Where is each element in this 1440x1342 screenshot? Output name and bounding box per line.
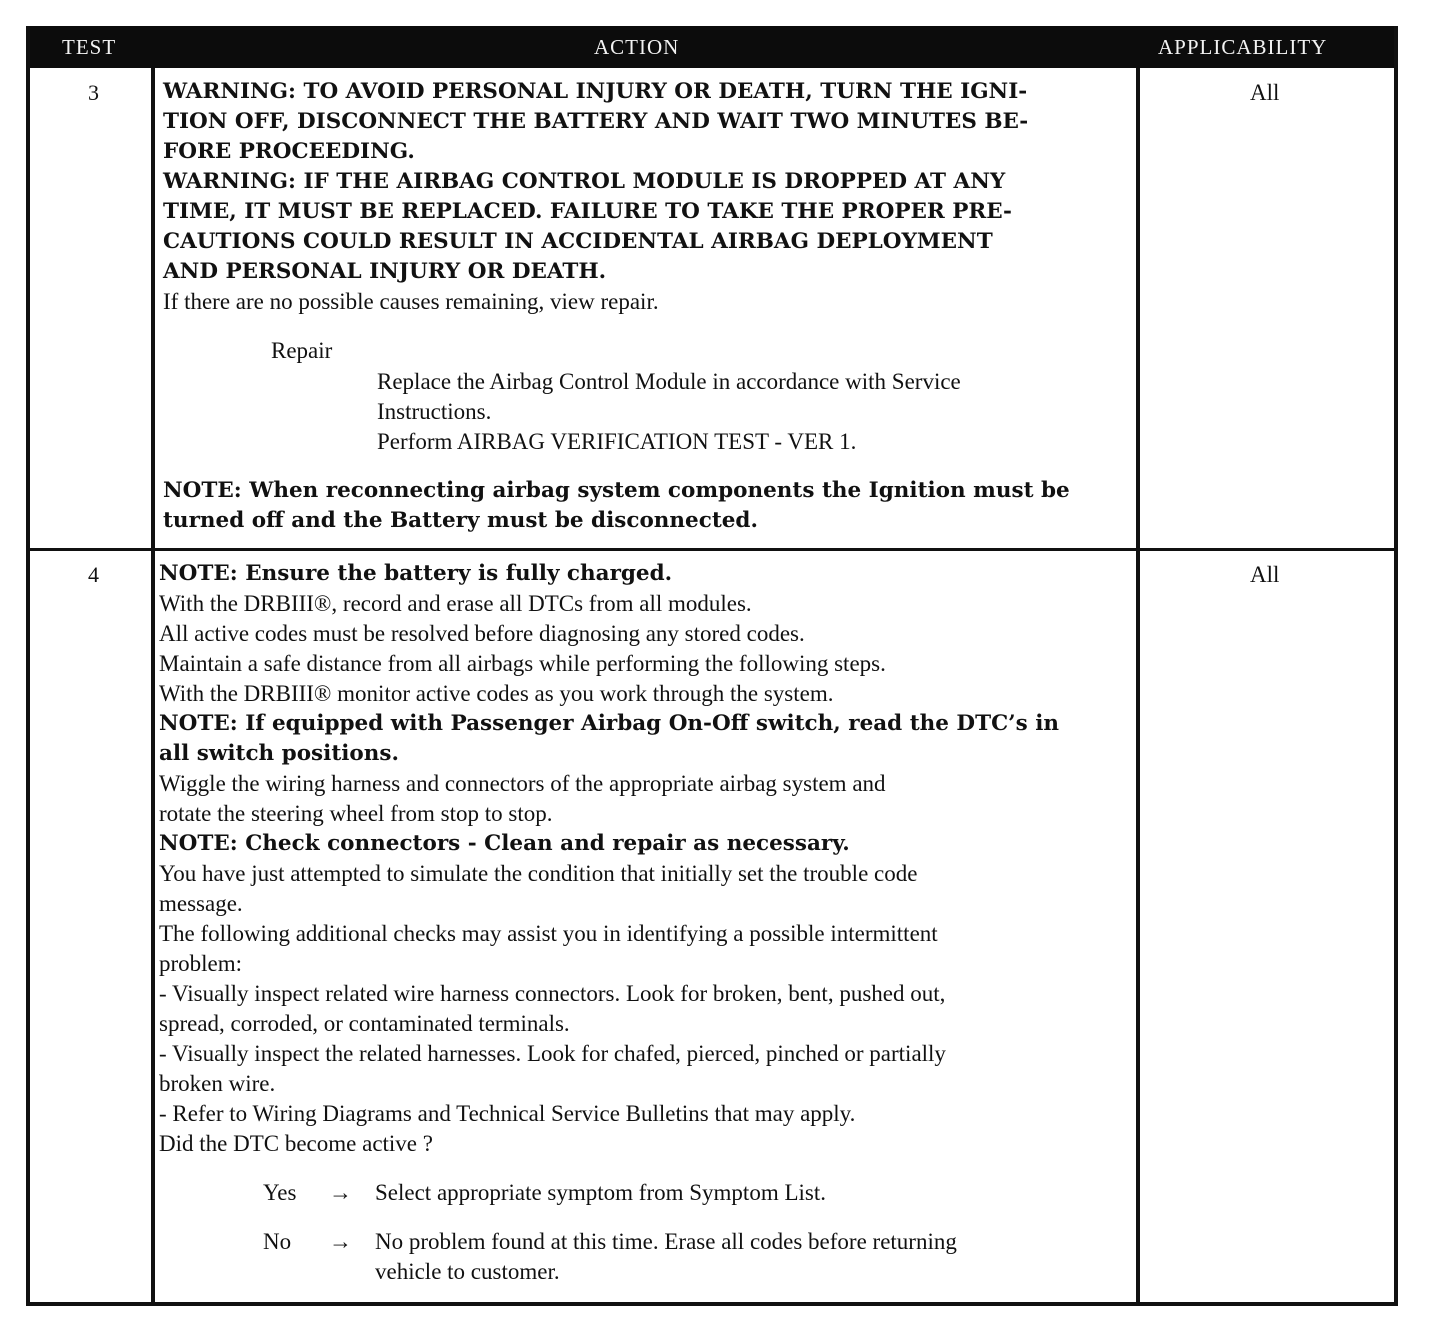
result-no-line: vehicle to customer. [375, 1259, 560, 1284]
row3-warning-1-line: TION OFF, DISCONNECT THE BATTERY AND WAIT TWO MINUTES BE- [163, 109, 1029, 134]
row3-repair-line: Instructions. [377, 399, 492, 424]
result-no-label: No [263, 1229, 292, 1254]
row4-test-number: 4 [88, 562, 99, 587]
row4-bullet-line: broken wire. [159, 1071, 276, 1096]
row4-note-switch [159, 709, 1131, 769]
header-applicability: APPLICABILITY [1158, 35, 1328, 59]
row4-note-switch-line: all switch positions. [159, 741, 399, 766]
row3-repair-line: Replace the Airbag Control Module in accordance with Service [377, 369, 961, 394]
diagnostic-table [26, 26, 1398, 1306]
row3-warning-1 [163, 77, 1133, 167]
row4-note-connectors: NOTE: Check connectors - Clean and repair as necessary. [159, 831, 850, 856]
right-arrow-icon: → [329, 1229, 352, 1254]
row3-applicability: All [1250, 80, 1280, 105]
row3-warning-2-line: TIME, IT MUST BE REPLACED. FAILURE TO TAKE THE PROPER PRE- [163, 199, 1012, 224]
row4-question: Did the DTC become active ? [159, 1131, 433, 1156]
row4-simulate [159, 859, 1131, 919]
row3-warning-2-line: AND PERSONAL INJURY OR DEATH. [163, 259, 607, 284]
row4-line: With the DRBIII®, record and erase all DTCs from all modules. [159, 591, 752, 616]
row4-wiggle-line: Wiggle the wiring harness and connectors of the appropriate airbag system and [159, 771, 886, 796]
row3-repair-steps [163, 367, 1133, 457]
row3-note-line: NOTE: When reconnecting airbag system components the Ignition must be [163, 478, 1070, 503]
result-yes-text: Select appropriate symptom from Symptom List. [375, 1180, 826, 1205]
row4-applicability: All [1250, 562, 1280, 587]
row3-note-line: turned off and the Battery must be disconnected. [163, 508, 758, 533]
row3-warning-1-line: WARNING: TO AVOID PERSONAL INJURY OR DEATH, TURN THE IGNI- [163, 79, 1028, 104]
row4-checks-line: The following additional checks may assist you in identifying a possible intermittent [159, 921, 938, 946]
result-no-text [375, 1227, 1129, 1287]
table-header [26, 26, 1398, 68]
column-divider-test [151, 68, 155, 1306]
row4-wiggle [159, 769, 1131, 829]
table-border-left [26, 26, 30, 1306]
row4-bullet-connectors [159, 979, 1131, 1039]
row4-line: With the DRBIII® monitor active codes as you work through the system. [159, 681, 834, 706]
row4-simulate-line: You have just attempted to simulate the condition that initially set the trouble code [159, 861, 918, 886]
row4-line: Maintain a safe distance from all airbags while performing the following steps. [159, 651, 886, 676]
row3-action [163, 77, 1133, 536]
row4-result-no [159, 1227, 1131, 1287]
result-yes-label: Yes [263, 1180, 297, 1205]
row3-warning-2 [163, 167, 1133, 287]
row4-action [159, 559, 1131, 1287]
column-divider-applicability [1136, 68, 1140, 1306]
row3-test-number: 3 [88, 80, 99, 105]
right-arrow-icon: → [329, 1180, 352, 1205]
row3-repair-label: Repair [271, 338, 333, 363]
table-border-right [1394, 26, 1398, 1306]
table-border-bottom [26, 1302, 1398, 1306]
header-action: ACTION [594, 35, 680, 59]
row4-note-battery: NOTE: Ensure the battery is fully charged. [159, 561, 673, 586]
row3-note [163, 476, 1133, 536]
header-test: TEST [62, 35, 117, 59]
row4-bullet-line: - Visually inspect related wire harness connectors. Look for broken, bent, pushed out, [159, 981, 946, 1006]
row4-line: All active codes must be resolved before diagnosing any stored codes. [159, 621, 805, 646]
row3-warning-1-line: FORE PROCEEDING. [163, 139, 415, 164]
row4-result-yes [159, 1178, 1131, 1208]
row3-repair-line: Perform AIRBAG VERIFICATION TEST - VER 1. [377, 429, 857, 454]
row4-checks [159, 919, 1131, 979]
row3-warning-2-line: WARNING: IF THE AIRBAG CONTROL MODULE IS DROPPED AT ANY [163, 169, 1006, 194]
row3-instruction: If there are no possible causes remaining, view repair. [163, 289, 659, 314]
row4-bullet-line: - Visually inspect the related harnesses. Look for chafed, pierced, pinched or partially [159, 1041, 946, 1066]
row4-simulate-line: message. [159, 891, 243, 916]
row-divider [26, 548, 1398, 551]
result-no-line: No problem found at this time. Erase all codes before returning [375, 1229, 957, 1254]
row4-bullet-line: spread, corroded, or contaminated terminals. [159, 1011, 570, 1036]
row4-bullet-diagrams: - Refer to Wiring Diagrams and Technical Service Bulletins that may apply. [159, 1101, 856, 1126]
row4-bullet-harnesses [159, 1039, 1131, 1099]
row4-checks-line: problem: [159, 951, 243, 976]
row3-warning-2-line: CAUTIONS COULD RESULT IN ACCIDENTAL AIRBAG DEPLOYMENT [163, 229, 993, 254]
row4-wiggle-line: rotate the steering wheel from stop to stop. [159, 801, 553, 826]
row4-note-switch-line: NOTE: If equipped with Passenger Airbag On-Off switch, read the DTC’s in [159, 711, 1060, 736]
